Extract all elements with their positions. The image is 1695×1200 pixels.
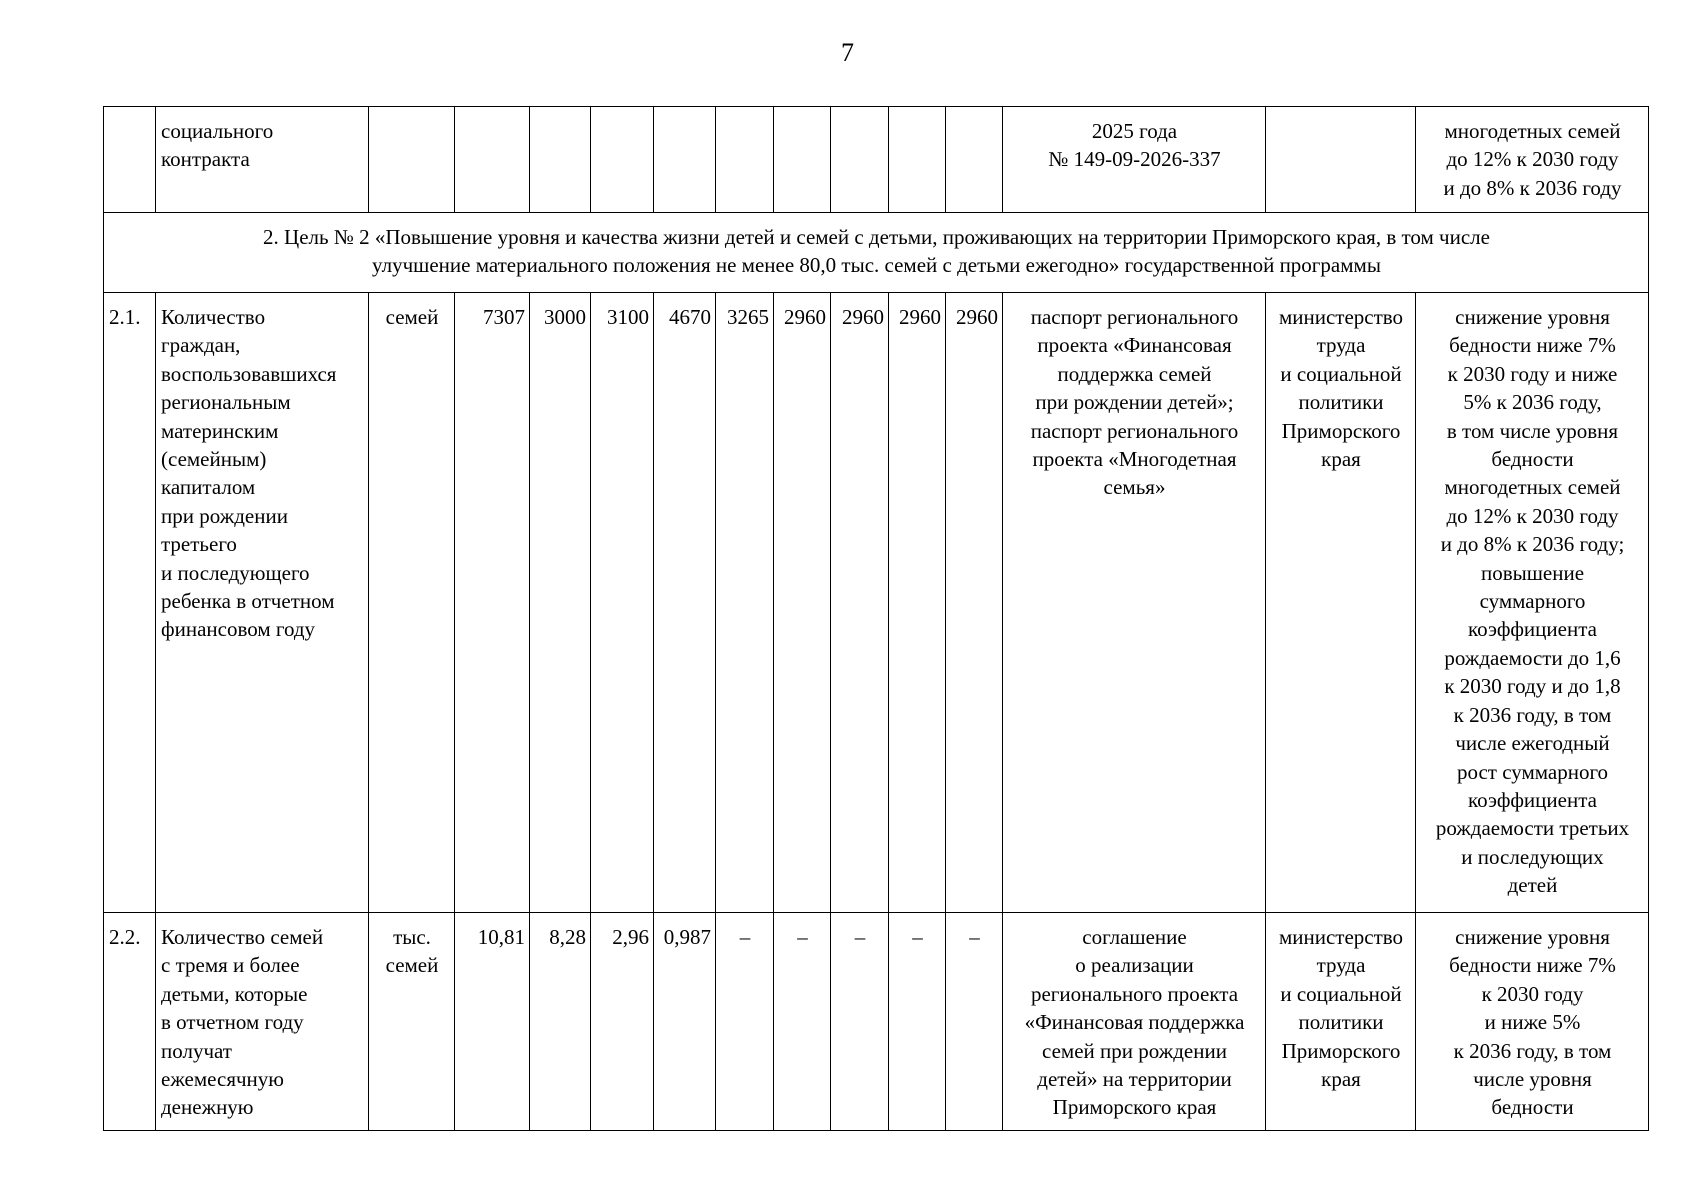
value-cell: – — [774, 913, 831, 1131]
unit-cell: семей — [369, 293, 455, 913]
value-cell: 3100 — [591, 293, 654, 913]
value-cell: – — [716, 913, 774, 1131]
goal-row — [104, 213, 1649, 293]
value-cell: 8,28 — [530, 913, 591, 1131]
responsible-cell: министерство труда и социальной политики Приморского края — [1266, 913, 1416, 1131]
unit-cell — [369, 107, 455, 213]
value-cell — [716, 107, 774, 213]
row-number — [104, 107, 156, 213]
link-cell: снижение уровня бедности ниже 7% к 2030 году и ниже 5% к 2036 году, в том числе уровня бедности — [1416, 913, 1649, 1131]
responsible-cell: министерство труда и социальной политики Приморского края — [1266, 293, 1416, 913]
value-cell — [774, 107, 831, 213]
link-cell: многодетных семей до 12% к 2030 году и до 8% к 2036 году — [1416, 107, 1649, 213]
table-row — [104, 293, 1649, 913]
value-cell — [530, 107, 591, 213]
value-cell — [654, 107, 716, 213]
value-cell: – — [831, 913, 889, 1131]
indicator-name: социального контракта — [156, 107, 369, 213]
value-cell: 4670 — [654, 293, 716, 913]
value-cell — [831, 107, 889, 213]
document-cell: 2025 года № 149-09-2026-337 — [1003, 107, 1266, 213]
goal-heading: 2. Цель № 2 «Повышение уровня и качества жизни детей и семей с детьми, проживающих на территории Приморского края, в том числе улучшение материального положения не менее 80,0 тыс. семей с детьми ежегодно» государственной программы — [104, 213, 1649, 293]
table-row — [104, 107, 1649, 213]
value-cell: 0,987 — [654, 913, 716, 1131]
value-cell — [455, 107, 530, 213]
indicators-table — [103, 106, 1649, 1131]
document-cell: паспорт регионального проекта «Финансовая поддержка семей при рождении детей»; паспорт регионального проекта «Многодетная семья» — [1003, 293, 1266, 913]
value-cell — [946, 107, 1003, 213]
value-cell: 2960 — [774, 293, 831, 913]
value-cell: 2960 — [831, 293, 889, 913]
value-cell: 3000 — [530, 293, 591, 913]
value-cell: 2960 — [946, 293, 1003, 913]
indicator-name: Количество граждан, воспользовавшихся региональным материнским (семейным) капиталом при рождении третьего и последующего ребенка в отчетном финансовом году — [156, 293, 369, 913]
value-cell: – — [946, 913, 1003, 1131]
unit-cell: тыс. семей — [369, 913, 455, 1131]
value-cell: 7307 — [455, 293, 530, 913]
document-cell: соглашение о реализации регионального проекта «Финансовая поддержка семей при рождении детей» на территории Приморского края — [1003, 913, 1266, 1131]
table-row — [104, 913, 1649, 1131]
value-cell — [591, 107, 654, 213]
value-cell: 10,81 — [455, 913, 530, 1131]
indicator-name: Количество семей с тремя и более детьми, которые в отчетном году получат ежемесячную денежную — [156, 913, 369, 1131]
value-cell: – — [889, 913, 946, 1131]
value-cell — [889, 107, 946, 213]
row-number: 2.1. — [104, 293, 156, 913]
link-cell: снижение уровня бедности ниже 7% к 2030 году и ниже 5% к 2036 году, в том числе уровня бедности многодетных семей до 12% к 2030 году и до 8% к 2036 году; повышение суммарного коэффициента рождаемости до 1,6 к 2030 году и до 1,8 к 2036 году, в том числе ежегодный рост суммарного коэффициента рождаемости третьих и последующих детей — [1416, 293, 1649, 913]
row-number: 2.2. — [104, 913, 156, 1131]
page-number: 7 — [841, 38, 854, 67]
responsible-cell — [1266, 107, 1416, 213]
value-cell: 3265 — [716, 293, 774, 913]
value-cell: 2,96 — [591, 913, 654, 1131]
value-cell: 2960 — [889, 293, 946, 913]
